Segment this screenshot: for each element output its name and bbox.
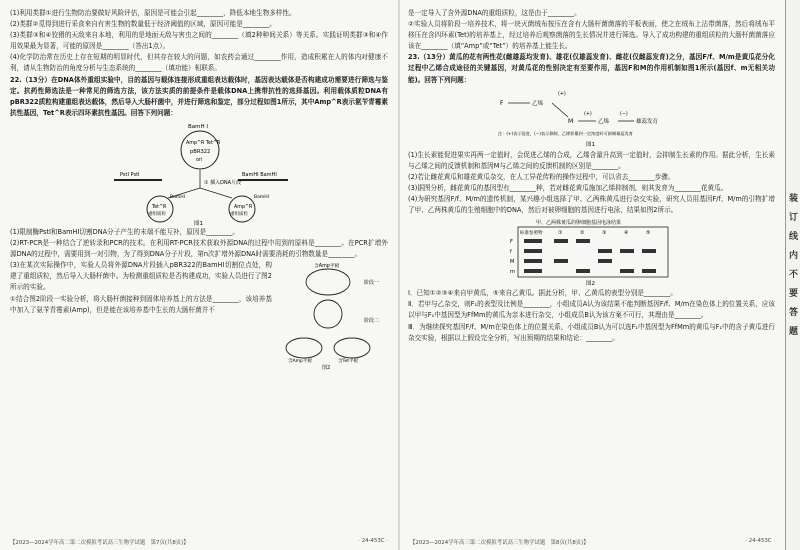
band [524, 249, 542, 253]
pathway-diagram [408, 87, 774, 149]
q23-sub-2: (2)若让雌花黄瓜和雄花黄瓜杂交，在人工异花传粉的操作过程中，可以省去________步骤。 [408, 172, 675, 181]
gel-col-3: ③ [602, 230, 607, 237]
plate-bottom-left-label: 含Amp平板 [288, 359, 312, 365]
stage-2-label: 阶段二 [364, 318, 380, 325]
plasmid-ori: ori [196, 157, 203, 163]
plasmid-genes: Amp^R Tet^R [186, 140, 221, 146]
footer-right-title: 【2023—2024学年高三第二次模拟考试高三生物学试题 第8页(共8页)】 [410, 540, 589, 546]
gene-f: F [500, 99, 504, 107]
gel-row-m: m [510, 269, 515, 276]
band [620, 269, 634, 273]
gel-row-M: M [510, 259, 515, 266]
arrow-right [200, 188, 232, 198]
figure-1-caption: 图1 [194, 220, 203, 226]
q22-sub-3: (3)在某次实际操作中，实验人员将外源DNA片段插入pBR322的BamHⅠ切割位点处，构建了重组质粒，然后导入大肠杆菌中。为检测重组质粒是否构建成功，实验人员进行了图2所示的实验。 [10, 261, 272, 292]
gel-col-standard: 标准参照物 [520, 231, 543, 237]
q22-intro: 22.（13分）在DNA体外重组实验中，目的基因与载体连接形成重组表达载体时，基因表达载体是否构建成功需要进行筛选与鉴定。抗药性筛选法是一种常见的筛选方法，该方法实质的前提条件是载体DNA上携带抗性的选择基因。利用载体质粒DNA有pBR322质粒构建重组表达载体，然后导入大肠杆菌中，并进行筛选和鉴定，部分过程如图1所示，其中Amp^R表示氨苄青霉素抗性基因，Tet^R表示四环素抗性基因。回答下列问题： [10, 75, 388, 117]
bamh-sites-label: BamHⅠ BamHⅠ [242, 171, 277, 178]
band [524, 239, 542, 243]
q21-item-1: (1)利用类群①进行生物防治要做好风险评估，原因是可能会引起________，降低本地生物多样性。 [10, 9, 296, 17]
plasmid-diagram [10, 120, 388, 226]
right-plasmid-gene: Amp^R [234, 204, 253, 210]
q23-intro: 23.（13分）黄瓜的花有两性花(雌雄蕊均发育)、雄花(仅雄蕊发育)、雌花(仅雌蕊发育)之分，基因F/f、M/m是黄瓜花分化过程中乙烯合成途径的关键基因，对黄瓜花的性别决定有至要作用，基因F和M的作用机制如图1所示(基因f、m无相关功能)。回答下列问题： [408, 53, 775, 84]
q23-sub-4-1: Ⅰ．已知①②③④来自甲黄瓜，⑤来自乙黄瓜。据此分析，甲、乙黄瓜的表型分别是________。 [408, 289, 677, 298]
band [554, 239, 568, 243]
gel-row-f: f [510, 249, 512, 256]
figure-1-pathway [408, 87, 775, 149]
left-plasmid-gene: Tet^R [152, 204, 167, 210]
band [576, 239, 590, 243]
gel-col-5: ⑤ [646, 230, 651, 237]
gel-col-1: ① [558, 230, 563, 237]
band [524, 259, 542, 263]
figure-1-note: 注：(+)表示促进，(−)表示抑制，乙烯积累到一定浓度时可抑制雄蕊发育 [498, 130, 633, 136]
band [576, 269, 590, 273]
q23-sub-4-2: Ⅱ．若甲与乙杂交，则F₁的表型及比例是________，小组成员A认为该结果不能判断基因F/f、M/m在染色体上的位置关系，应该以甲与F₁中基因型为FfMm的黄瓜为亲本进行杂交，小组成员B认为该方案不可行，其理由是________。 [408, 300, 775, 320]
promote-2: (+) [584, 111, 592, 117]
eth-to-m [552, 103, 568, 117]
stage-1-label: 阶段一 [364, 280, 380, 287]
page-right [400, 0, 785, 550]
q21-item-2: (2)类群②觅得到进行采食来自有害生物的数量低于经济阈值的区域，原因可能是________。 [10, 20, 276, 29]
plate-top [306, 269, 350, 295]
gel-row-F: F [510, 239, 513, 246]
plasmid-name: pBR322 [190, 148, 211, 155]
right-bamh: BamHⅠ [254, 194, 269, 200]
q22-sub-1: (1)限制酶PstⅠ和BamHⅠ切割DNA分子产生的末端不能互补，原因是________。 [10, 227, 240, 236]
gel-col-4: ④ [624, 230, 629, 237]
step-label: ① 插入DNA片段 [204, 179, 242, 186]
footer-right-code: · 24-453C · [745, 538, 775, 544]
q23-sub-3: (3)据图分析，雌花黄瓜的基因型有________种，若对雌花黄瓜施加乙烯抑制剂，则其发育为________花黄瓜。 [408, 183, 728, 192]
ethylene-2: 乙烯 [598, 118, 610, 125]
q22-sub3-block [10, 260, 388, 371]
band [642, 269, 656, 273]
page-left [0, 0, 398, 550]
figure-2-caption: 图2 [586, 281, 595, 288]
plate-bottom-left [286, 338, 322, 358]
figure-2-plates [276, 260, 388, 370]
footer-right [410, 538, 775, 546]
q22-sub-3-1-cont: 是一定导入了含外源DNA的重组质粒，这是由于________。 [408, 9, 581, 17]
right-plasmid-sub: 重组质粒 [230, 211, 248, 217]
q23-sub-4-3: Ⅲ．为继续探究基因F/f、M/m在染色体上的位置关系，小组成员B认为可以选F₁中基因型为FfMm的黄瓜与F₁中的含子黄瓜进行杂交实验，根据以上假设完全分析，写出预期的结果和结论：________。 [408, 322, 775, 342]
band [554, 259, 568, 263]
plate-bottom-right [334, 338, 370, 358]
band [620, 249, 634, 253]
q21-item-4: (4)化学防治常在历史上存在短期的明显时代，但其存在较大的问题，如农药会通过________作用，造成积累在人的体内对健康不利，请从生物防治的角度分析与生态系统的________（填功能）相联系。 [10, 53, 388, 73]
promote-1: (+) [558, 91, 566, 97]
footer-left-title: 【2023—2024学年高二第二次模拟考试高三生物学试题 第7页(共8页)】 [10, 540, 189, 546]
footer-left [10, 538, 388, 546]
band [642, 249, 656, 253]
bamhi-label: BamH Ⅰ [188, 123, 209, 130]
plate-bottom-right-label: 含Tet平板 [338, 359, 359, 365]
figure-2-caption: 图2 [322, 365, 331, 371]
binding-notice: 装订线内不要答题 [788, 194, 798, 337]
q23-sub-1: (1)生长素能促进果实再两一定值时，会促进乙烯的合成，乙烯含量升高到一定值时，会抑制生长素的作用。据此分析，生长素与乙烯之间的反馈机制和基因M与乙烯之间的反馈机制的区别是________。 [408, 150, 775, 170]
ethylene-1: 乙烯 [532, 100, 544, 107]
gel-diagram [408, 217, 774, 287]
figure-1-caption: 图1 [586, 141, 595, 148]
q21-item-3: (3)类群③和④狡猾的天敌来自本地，利用的是地面天敌与害虫之间的________（填2种种间关系）等关系。实践证明类群③和④作用效果最为显著，可能的原因是________（答出1点）。 [10, 31, 388, 51]
band [598, 249, 612, 253]
pst-sites-label: PstⅠ PstⅠ [120, 171, 140, 178]
left-bamh: BamHⅠ [170, 194, 185, 200]
band [524, 269, 542, 273]
plate-top-label: 含Amp平板 [314, 264, 340, 270]
stamen-development: 雄蕊发育 [636, 118, 659, 125]
gene-m: M [568, 117, 574, 125]
gel-col-2: ② [580, 230, 585, 237]
q23-sub-4: (4)为研究基因F/f、M/m的遗传机制，某兴趣小组选择了甲、乙两株黄瓜进行杂交实验，研究人员用基因F/f、M/m的引物扩增了甲、乙两株黄瓜的生殖细胞中的DNA，然后对被卵细胞的基因进行电泳，结果如图2所示。 [408, 195, 775, 215]
binding-strip [785, 0, 800, 550]
gel-title: 甲、乙两株黄瓜的卵细胞基因电泳结果 [536, 220, 622, 227]
figure-1-plasmid [10, 120, 388, 226]
band [598, 259, 612, 263]
q22-sub-3-1: ①结合图2阶段一实验分析，将大肠杆菌接种到固体培养基上的方法是________，该培养基中加入了氨苄青霉素(Amp)，但是能在该培养基中生长的大肠杆菌并不 [10, 294, 272, 314]
q22-sub-2: (2)RT-PCR是一种结合了逆转录和PCR的技术。在利用RT-PCR技术获取外源DNA的过程中用到的原料是________。在PCR扩增外源DNA的过程中，需要用到一对引物，为了得到DNA分子片段，第n次扩增外源DNA时需要消耗的引物数量是________。 [10, 239, 388, 259]
q22-sub-3-2: ②实验人员将阶段一培养技术，将一块灭菌绒布按压在含有大肠杆菌菌落的平板表面，使之在绒布上沾带菌落，然后将绒布平移压在含四环素(Tet)的培养基上，经过培养后观察菌落的生长情况并进行筛选。导入了成功构建的重组质粒的大肠杆菌菌落应该在________（填“Amp”或“Tet”）的培养基上能生长。 [408, 20, 775, 51]
flask [314, 300, 342, 328]
figure-2-gel [408, 217, 775, 287]
left-plasmid-sub: 重组质粒 [148, 211, 166, 217]
footer-left-code: · 24-453C · [358, 538, 388, 544]
inhibit-mark: (−) [620, 111, 628, 117]
